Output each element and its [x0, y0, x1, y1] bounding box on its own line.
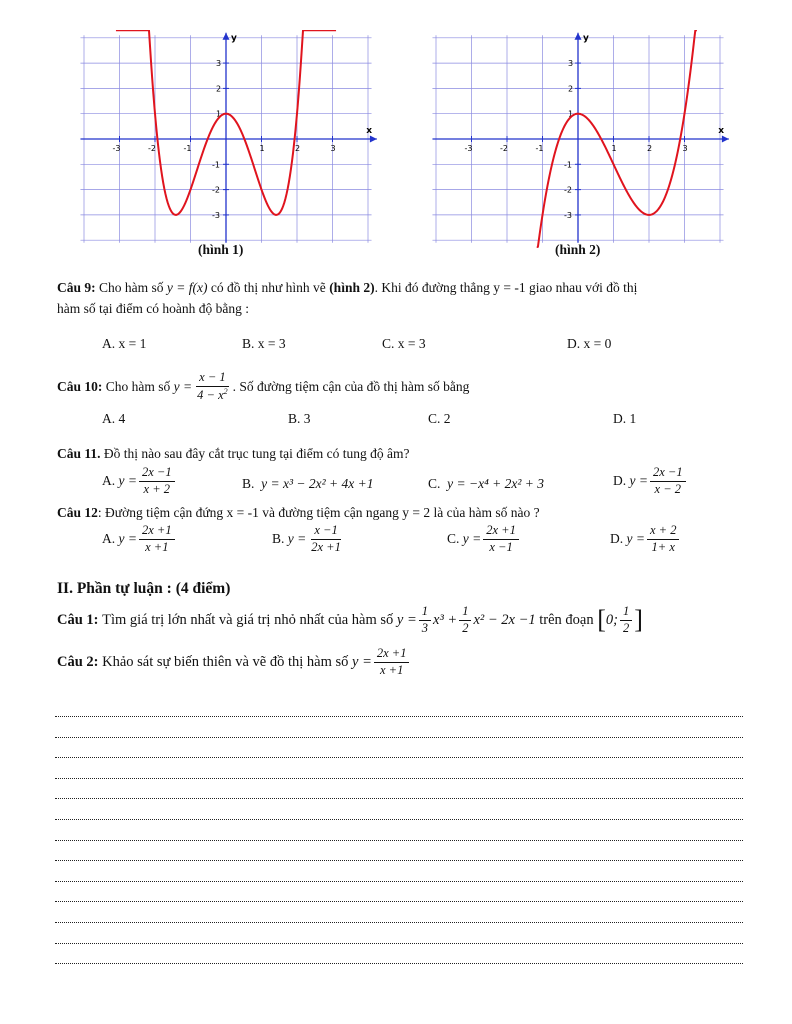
- question-9: [57, 277, 747, 319]
- y-axis-label: y: [231, 33, 237, 44]
- answer-line[interactable]: [55, 840, 743, 841]
- q12-d-y: y =: [626, 531, 645, 547]
- figure-1: [78, 30, 378, 248]
- q12-option-b[interactable]: [272, 523, 346, 555]
- q11-a-label: A.: [102, 473, 116, 489]
- y-tick-label: 1: [568, 109, 574, 119]
- q9-option-c[interactable]: C. x = 3: [382, 336, 426, 351]
- answer-line[interactable]: [55, 943, 743, 944]
- c1-y: y =: [396, 611, 417, 628]
- y-tick-label: 3: [568, 59, 574, 69]
- x-axis-arrow-icon: [722, 136, 729, 143]
- y-axis-arrow-icon: [223, 33, 230, 40]
- question-11: [57, 446, 409, 462]
- c1-interval-frac: $\frac{1}{2}$: [620, 604, 632, 636]
- q12-a-y: y =: [118, 531, 137, 547]
- q9-line2: hàm số tại điểm có hoành độ bằng :: [57, 301, 249, 316]
- interval-right-bracket: ]: [634, 605, 643, 635]
- answer-line[interactable]: [55, 922, 743, 923]
- x-tick-label: -1: [535, 144, 544, 153]
- q10-option-b[interactable]: B. 3: [288, 411, 311, 426]
- q10-option-c[interactable]: C. 2: [428, 411, 451, 426]
- q9-text-c: . Khi đó đường thẳng y = -1 giao nhau với đồ thị: [374, 280, 638, 295]
- essay-question-2: [57, 646, 411, 678]
- c1-text: Tìm giá trị lớn nhất và giá trị nhỏ nhất của hàm số: [102, 611, 394, 628]
- q9-ref: (hình 2): [329, 280, 375, 295]
- q11-b-expr: y = x³ − 2x² + 4x +1: [261, 476, 374, 491]
- q11-option-b[interactable]: [242, 476, 374, 492]
- x-tick-label: -3: [112, 144, 121, 153]
- c1-term-2: x² − 2x −1: [473, 611, 536, 628]
- q11-d-label: D.: [613, 473, 627, 489]
- q12-option-a[interactable]: [102, 523, 177, 555]
- part-2-heading: II. Phần tự luận : (4 điểm): [57, 580, 231, 597]
- c2-fraction: $\frac{2x +1}{x +1}$: [374, 646, 410, 678]
- c2-text: Khảo sát sự biến thiên và vẽ đồ thị hàm số: [102, 653, 349, 670]
- figure-2-caption: (hình 2): [555, 242, 601, 257]
- x-tick-label: -2: [500, 144, 508, 153]
- q12-d-fraction: $\frac{x + 2}{1+ x}$: [647, 523, 679, 555]
- x-tick-label: 3: [330, 144, 336, 153]
- answer-line[interactable]: [55, 901, 743, 902]
- q11-label: Câu 11.: [57, 446, 101, 461]
- q12-c-label: C.: [447, 531, 460, 547]
- q9-option-b[interactable]: B. x = 3: [242, 336, 286, 351]
- q12-c-fraction: $\frac{2x +1}{x -1}$: [483, 523, 519, 555]
- y-axis-label: y: [583, 33, 589, 44]
- y-tick-label: -2: [212, 185, 220, 195]
- q10-text-a: Cho hàm số: [105, 378, 171, 394]
- y-tick-label: -1: [212, 160, 220, 170]
- answer-line[interactable]: [55, 716, 743, 717]
- y-tick-label: -3: [212, 210, 220, 220]
- question-10: [57, 370, 469, 403]
- c2-y: y =: [352, 653, 372, 670]
- x-axis-label: x: [718, 126, 725, 136]
- answer-line[interactable]: [55, 778, 743, 779]
- q9-label: Câu 9:: [57, 280, 96, 295]
- y-tick-label: 2: [568, 84, 574, 94]
- c1-interval-left: 0;: [605, 611, 619, 628]
- c1-label: Câu 1:: [57, 611, 99, 628]
- q10-fraction: [194, 370, 230, 403]
- q12-c-y: y =: [462, 531, 482, 547]
- figure-2: [430, 30, 730, 248]
- q9-option-a[interactable]: A. x = 1: [102, 336, 147, 351]
- q10-y: y =: [173, 378, 193, 394]
- q11-a-y: y =: [118, 473, 137, 489]
- c2-label: Câu 2:: [57, 653, 99, 670]
- answer-line[interactable]: [55, 963, 743, 964]
- answer-line[interactable]: [55, 860, 743, 861]
- q9-text-a: Cho hàm số: [99, 280, 164, 295]
- q11-c-expr: y = −x⁴ + 2x² + 3: [447, 476, 545, 491]
- x-axis-label: x: [366, 126, 373, 136]
- answer-line[interactable]: [55, 819, 743, 820]
- q12-option-d[interactable]: [610, 523, 681, 555]
- q12-b-label: B.: [272, 531, 285, 547]
- q10-option-d[interactable]: D. 1: [613, 411, 637, 426]
- y-tick-label: -1: [564, 160, 572, 170]
- c1-frac-1: $\frac{1}{3}$: [419, 604, 431, 636]
- q9-option-d[interactable]: D. x = 0: [567, 336, 612, 351]
- q10-den: $4 - x^2$: [197, 386, 228, 402]
- answer-line[interactable]: [55, 737, 743, 738]
- question-12: [57, 505, 540, 521]
- x-tick-label: 3: [682, 144, 688, 153]
- c1-frac-2: $\frac{1}{2}$: [459, 604, 471, 636]
- q12-label: Câu 12: [57, 505, 98, 520]
- y-tick-label: 2: [216, 84, 222, 94]
- x-tick-label: -2: [148, 144, 156, 153]
- q11-a-fraction: $\frac{2x -1}{x + 2}$: [139, 465, 175, 497]
- q11-d-y: y =: [629, 473, 648, 489]
- q11-text: Đồ thị nào sau đây cắt trục tung tại điểm có tung độ âm?: [103, 446, 410, 461]
- answer-line[interactable]: [55, 881, 743, 882]
- q11-option-c[interactable]: [428, 476, 544, 492]
- answer-line[interactable]: [55, 798, 743, 799]
- answer-line[interactable]: [55, 757, 743, 758]
- q12-a-fraction: $\frac{2x +1}{x +1}$: [139, 523, 175, 555]
- x-tick-label: 1: [611, 144, 617, 153]
- y-tick-label: -3: [564, 210, 572, 220]
- q12-d-label: D.: [610, 531, 624, 547]
- y-tick-label: 3: [216, 59, 222, 69]
- q9-text-b: có đồ thị như hình vẽ: [210, 280, 326, 295]
- y-tick-label: 1: [216, 109, 222, 119]
- q11-c-label: C.: [428, 476, 441, 491]
- interval-left-bracket: [: [597, 605, 606, 635]
- q10-option-a[interactable]: A. 4: [102, 411, 126, 426]
- q12-b-fraction: $\frac{x -1}{2x +1}$: [311, 523, 341, 554]
- q11-option-a[interactable]: [102, 465, 177, 497]
- x-tick-label: 2: [647, 144, 653, 153]
- c1-on: trên đoạn: [539, 611, 594, 628]
- x-tick-label: 2: [295, 144, 301, 153]
- y-axis-arrow-icon: [575, 33, 582, 40]
- q9-func: y = f(x): [166, 280, 208, 295]
- q10-label: Câu 10:: [57, 378, 103, 394]
- q12-b-y: y =: [287, 531, 307, 547]
- x-tick-label: -3: [464, 144, 473, 153]
- figure-1-caption: (hình 1): [198, 242, 244, 257]
- q11-d-fraction: $\frac{2x -1}{x - 2}$: [650, 465, 686, 497]
- x-tick-label: 1: [259, 144, 265, 153]
- q12-option-c[interactable]: [447, 523, 521, 555]
- q11-option-d[interactable]: [613, 465, 688, 497]
- q12-text: : Đường tiệm cận đứng x = -1 và đường tiệm cận ngang y = 2 là của hàm số nào ?: [97, 505, 540, 520]
- q12-a-label: A.: [102, 531, 116, 547]
- q10-text-b: . Số đường tiệm cận của đồ thị hàm số bằng: [232, 378, 470, 394]
- essay-question-1: [57, 604, 643, 636]
- c1-term-1: x³ +: [433, 611, 458, 628]
- x-tick-label: -1: [183, 144, 192, 153]
- y-tick-label: -2: [564, 185, 572, 195]
- q10-num: x − 1: [196, 370, 228, 387]
- x-axis-arrow-icon: [370, 136, 377, 143]
- q11-b-label: B.: [242, 476, 255, 491]
